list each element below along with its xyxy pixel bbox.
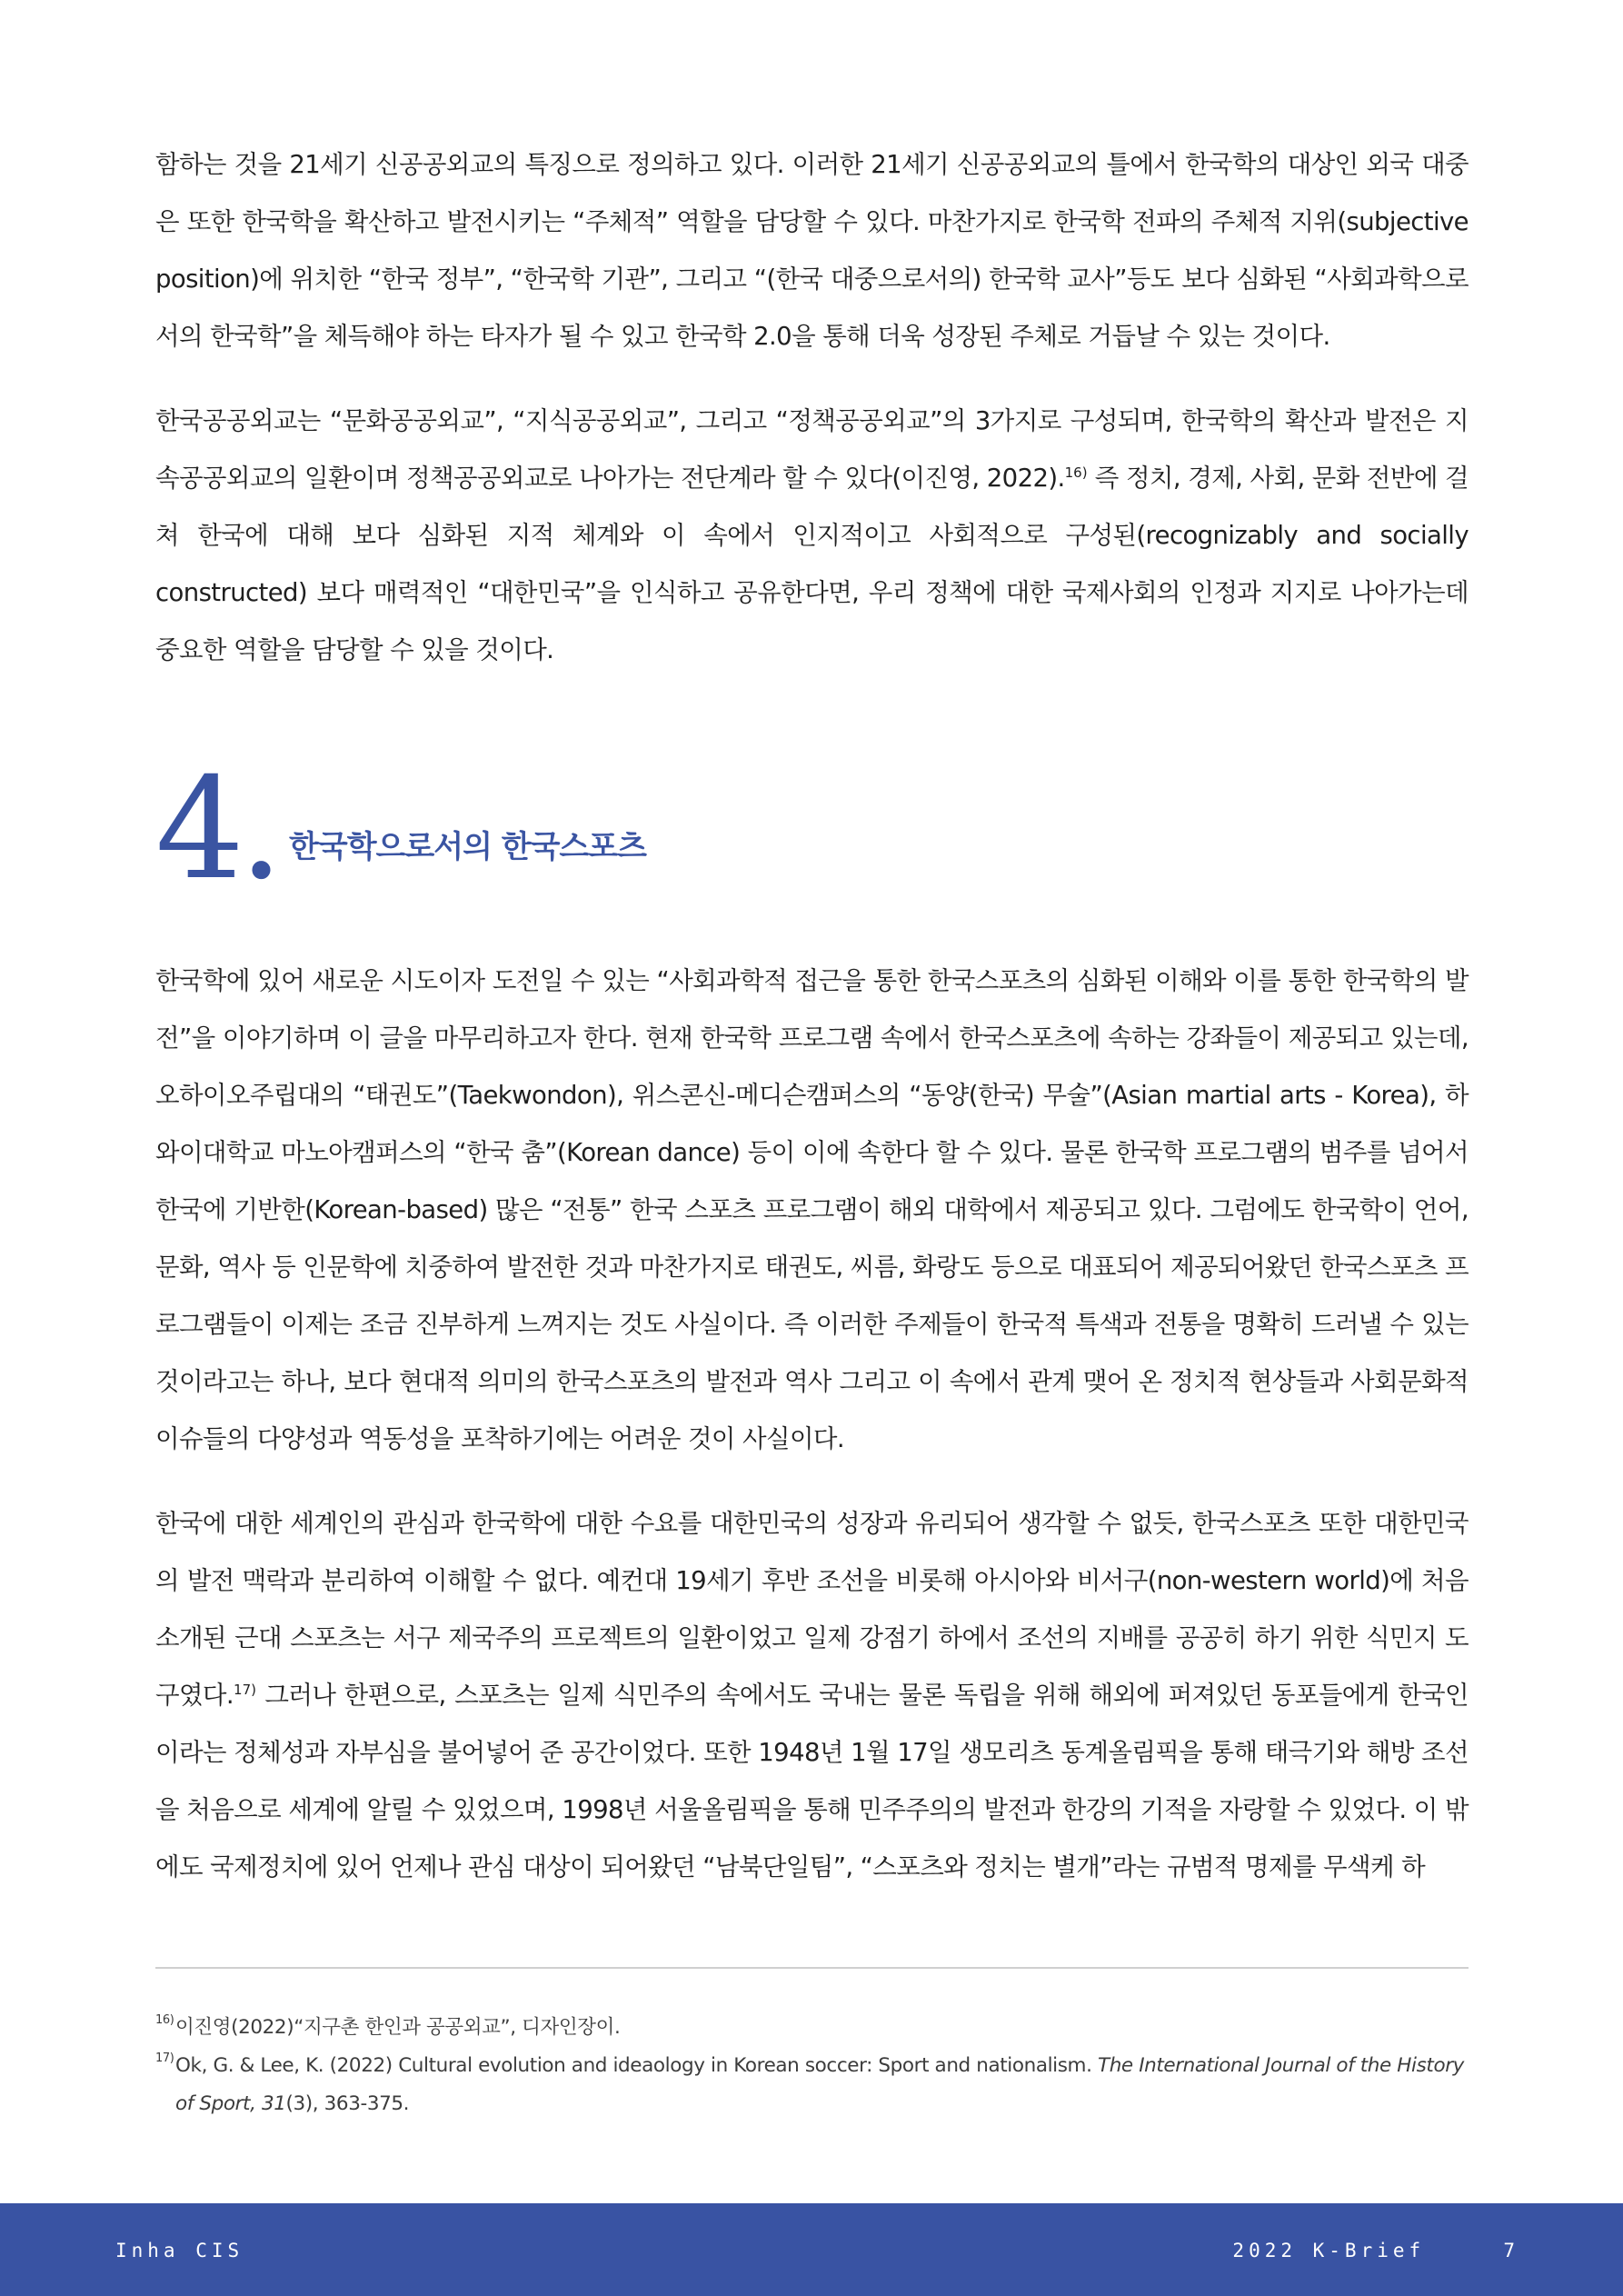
footnote-divider <box>155 1967 1469 1969</box>
footnotes <box>155 2009 1469 2123</box>
footnote-journal: The International Journal of the History of Sport, 31 <box>175 2054 1464 2115</box>
paragraph: 함하는 것을 21세기 신공공외교의 특징으로 정의하고 있다. 이러한 21세기 신공공외교의 틀에서 한국학의 대상인 외국 대중은 또한 한국학을 확산하고 발전시키는 “주체적” 역할을 담당할 수 있다. 마찬가지로 한국학 전파의 주체적 지위(subjective position)에 위치한 “한국 정부”, “한국학 기관”, 그리고 “(한국 대중으로서의) 한국학 교사”등도 보다 심화된 “사회과학으로서의 한국학”을 체득해야 하는 타자가 될 수 있고 한국학 2.0을 통해 더욱 성장된 주체로 거듭날 수 있는 것이다. <box>155 150 1469 351</box>
paragraph <box>155 1495 1469 1896</box>
paragraph: 한국학에 있어 새로운 시도이자 도전일 수 있는 “사회과학적 접근을 통한 한국스포츠의 심화된 이해와 이를 통한 한국학의 발전”을 이야기하며 이 글을 마무리하고자 한다. 현재 한국학 프로그램 속에서 한국스포츠에 속하는 강좌들이 제공되고 있는데, 오하이오주립대의 “태권도”(Taekwondon), 위스콘신-메디슨캠퍼스의 “동양(한국) 무술”(Asian martial arts - Korea), 하와이대학교 마노아캠퍼스의 “한국 춤”(Korean dance) 등이 이에 속한다 할 수 있다. 물론 한국학 프로그램의 범주를 넘어서 한국에 기반한(Korean-based) 많은 “전통” 한국 스포츠 프로그램이 해외 대학에서 제공되고 있다. 그럼에도 한국학이 언어, 문화, 역사 등 인문학에 치중하여 발전한 것과 마찬가지로 태권도, 씨름, 화랑도 등으로 대표되어 제공되어왔던 한국스포츠 프로그램들이 이제는 조금 진부하게 느껴지는 것도 사실이다. 즉 이러한 주제들이 한국적 특색과 전통을 명확히 드러낼 수 있는 것이라고는 하나, 보다 현대적 의미의 한국스포츠의 발전과 역사 그리고 이 속에서 관계 맺어 온 정치적 현상들과 사회문화적 이슈들의 다양성과 역동성을 포착하기에는 어려운 것이 사실이다. <box>155 966 1469 1453</box>
paragraph-text: 그러나 한편으로, 스포츠는 일제 식민주의 속에서도 국내는 물론 독립을 위해 해외에 퍼져있던 동포들에게 한국인이라는 정체성과 자부심을 불어넣어 준 공간이었다. 또한 1948년 1월 17일 생모리츠 동계올림픽을 통해 태극기와 해방 조선을 처음으로 세계에 알릴 수 있었으며, 1998년 서울올림픽을 통해 민주주의의 발전과 한강의 기적을 자랑할 수 있었다. 이 밖에도 국제정치에 있어 언제나 관심 대상이 되어왔던 “남북단일팀”, “스포츠와 정치는 별개”라는 규범적 명제를 무색케 하 <box>155 1681 1469 1882</box>
footnote-16 <box>155 2009 1469 2047</box>
intro-section <box>155 136 1469 706</box>
section-body <box>155 953 1469 1923</box>
footnote-ref-16[interactable]: 16) <box>1064 464 1088 481</box>
paragraph-text: 한국에 대한 세계인의 관심과 한국학에 대한 수요를 대한민국의 성장과 유리되어 생각할 수 없듯, 한국스포츠 또한 대한민국의 발전 맥락과 분리하여 이해할 수 없다. 예컨대 19세기 후반 조선을 비롯해 아시아와 비서구(non-western world)에 처음 소개된 근대 스포츠는 서구 제국주의 프로젝트의 일환이었고 일제 강점기 하에서 조선의 지배를 공공히 하기 위한 식민지 도구였다. <box>155 1509 1469 1710</box>
footnote-text: Ok, G. & Lee, K. (2022) Cultural evolution and ideaology in Korean soccer: Sport and nationalism. <box>175 2054 1098 2077</box>
footnote-17 <box>155 2047 1469 2123</box>
page-number: 7 <box>1503 2240 1515 2261</box>
footnote-text: 이진영(2022)“지구촌 한인과 공공외교”, 디자인장이. <box>175 2016 621 2039</box>
section-title: 한국학으로서의 한국스포츠 <box>289 829 646 865</box>
footnote-ref-17[interactable]: 17) <box>234 1681 256 1698</box>
footnote-mark: 17) <box>155 2051 174 2065</box>
paragraph-text: 한국공공외교는 “문화공공외교”, “지식공공외교”, 그리고 “정책공공외교”의 3가지로 구성되며, 한국학의 확산과 발전은 지속공공외교의 일환이며 정책공공외교로 나아가는 전단계라 할 수 있다(이진영, 2022). <box>155 406 1469 493</box>
section-heading <box>155 748 1469 911</box>
paragraph-text: 즉 정치, 경제, 사회, 문화 전반에 걸쳐 한국에 대해 보다 심화된 지적 체계와 이 속에서 인지적이고 사회적으로 구성된(recognizably and socially constructed) 보다 매력적인 “대한민국”을 인식하고 공유한다면, 우리 정책에 대한 국제사회의 인정과 지지로 나아가는데 중요한 역할을 담당할 수 있을 것이다. <box>155 464 1469 664</box>
footer-publication-title: 2022 K-Brief <box>1232 2240 1426 2261</box>
page-footer <box>0 2203 1623 2296</box>
footnote-mark: 16) <box>155 2013 174 2027</box>
footnote-tail: (3), 363-375. <box>285 2092 410 2115</box>
section-number: 4. <box>155 748 278 911</box>
footer-publication <box>1232 2240 1521 2261</box>
paragraph <box>155 393 1469 679</box>
footer-publisher: Inha CIS <box>115 2240 244 2261</box>
